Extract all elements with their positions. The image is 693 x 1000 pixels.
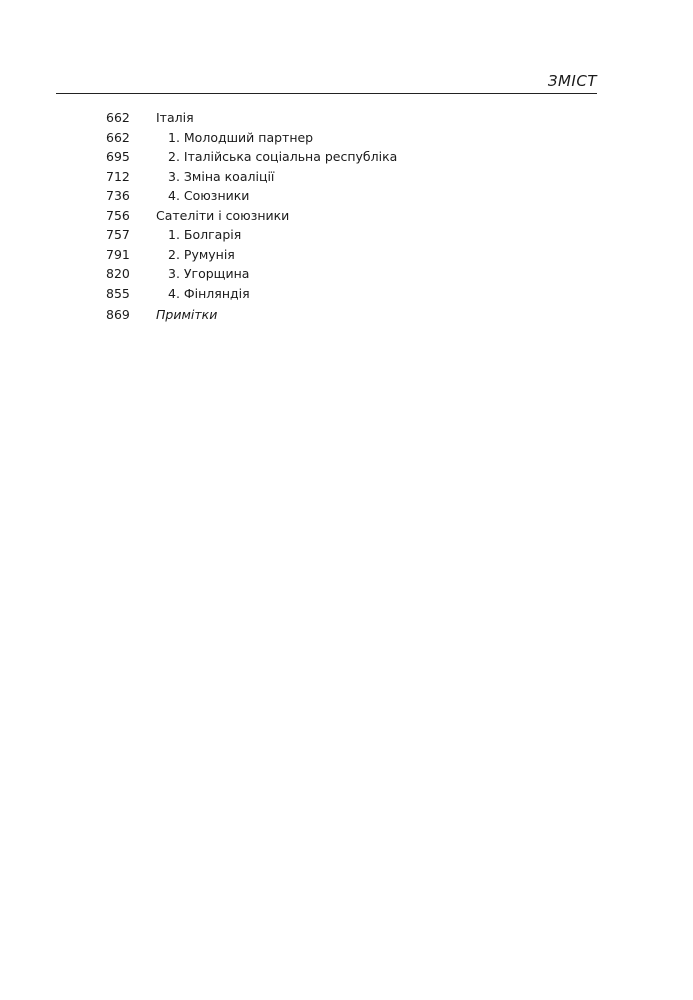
header-rule [56, 93, 597, 94]
running-header: ЗМІСТ [547, 72, 597, 90]
toc-entry-chapter [0, 245, 693, 265]
toc-page-number: 757 [106, 227, 130, 242]
toc-entry-part [0, 206, 693, 226]
toc-page-number: 791 [106, 246, 130, 262]
toc-title: Італія [156, 110, 194, 125]
toc-entry-chapter [0, 186, 693, 206]
toc-title: 3. Зміна коаліції [168, 168, 275, 184]
toc-title: 1. Молодший партнер [168, 129, 314, 145]
toc-page-number: 662 [106, 110, 130, 125]
toc-page-number: 855 [106, 285, 130, 301]
toc-entry-notes [0, 305, 693, 325]
table-of-contents [0, 108, 693, 325]
toc-title: Примітки [156, 307, 218, 322]
toc-title: 4. Союзники [168, 188, 250, 203]
toc-entry-part [0, 108, 693, 128]
toc-title: Сателіти і союзники [156, 207, 290, 223]
toc-entry-chapter [0, 284, 693, 304]
toc-entry-chapter [0, 167, 693, 187]
toc-page-number: 869 [106, 307, 130, 322]
toc-title: 3. Угорщина [168, 266, 250, 281]
toc-entry-chapter [0, 147, 693, 167]
toc-entry-chapter [0, 264, 693, 284]
toc-page-number: 736 [106, 188, 130, 203]
toc-title: 1. Болгарія [168, 227, 242, 242]
toc-title: 4. Фінляндія [168, 285, 250, 301]
toc-page-number: 756 [106, 207, 130, 223]
toc-page-number: 695 [106, 149, 130, 164]
toc-entry-chapter [0, 128, 693, 148]
toc-page-number: 662 [106, 129, 130, 145]
toc-page-number: 820 [106, 266, 130, 281]
toc-entry-chapter [0, 225, 693, 245]
toc-title: 2. Італійська соціальна республіка [168, 149, 398, 164]
toc-page-number: 712 [106, 168, 130, 184]
toc-title: 2. Румунія [168, 246, 235, 262]
